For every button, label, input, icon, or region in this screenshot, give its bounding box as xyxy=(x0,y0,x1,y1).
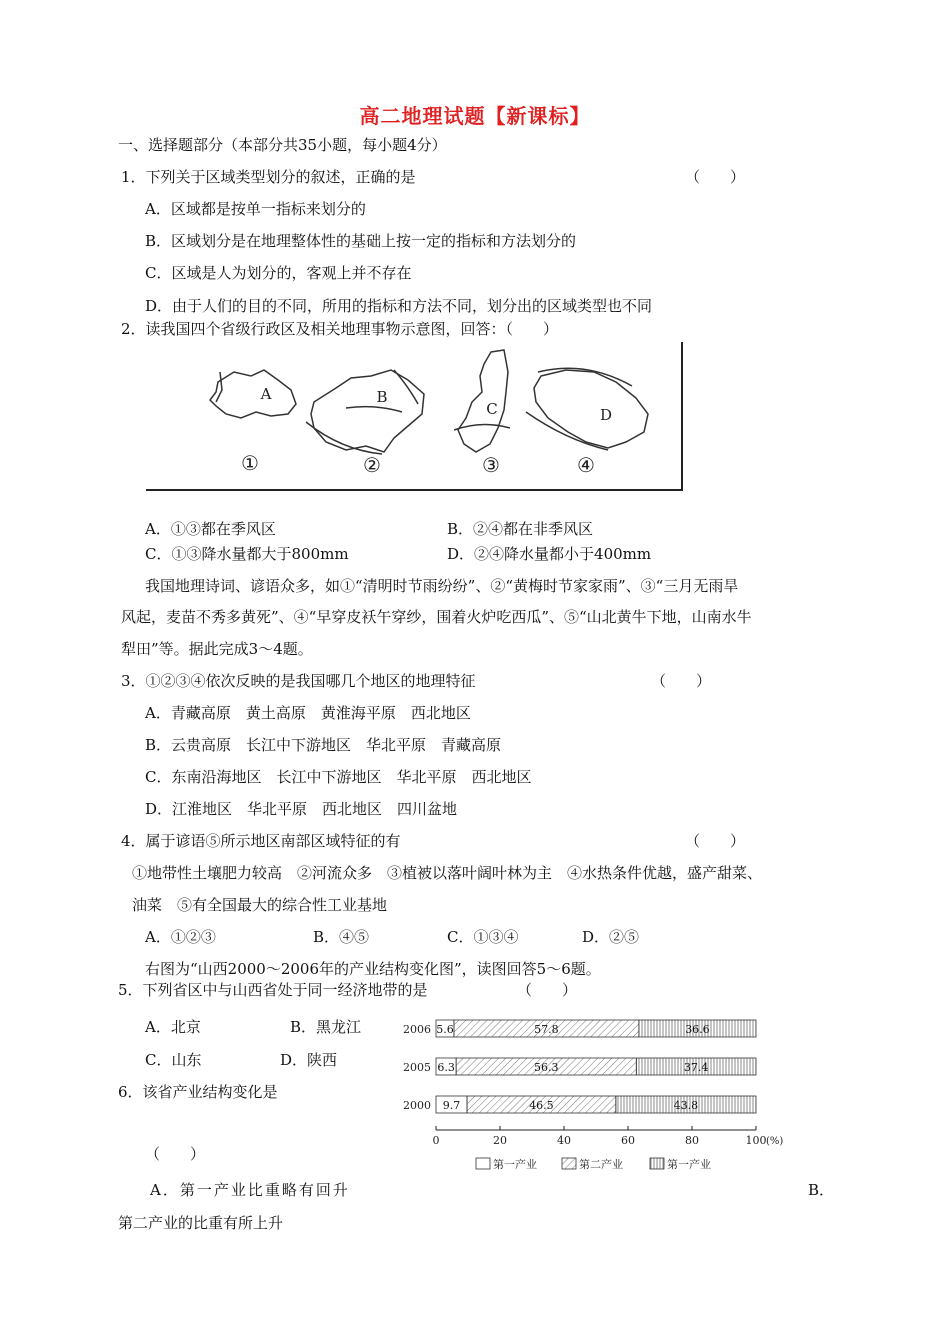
q1-option-a[interactable]: A．区域都是按单一指标来划分的 xyxy=(145,200,366,218)
q1-answer-bracket[interactable]: （ ） xyxy=(685,168,746,186)
q1-option-d[interactable]: D．由于人们的目的不同，所用的指标和方法不同，划分出的区域类型也不同 xyxy=(145,297,653,315)
q2-option-c[interactable]: C．①③降水量都大于800mm xyxy=(145,545,349,563)
q4-answer-bracket[interactable]: （ ） xyxy=(685,832,746,850)
q4-statements-line-2: 油菜 ⑤有全国最大的综合性工业基地 xyxy=(132,896,388,914)
q1-option-b[interactable]: B．区域划分是在地理整体性的基础上按一定的指标和方法划分的 xyxy=(145,232,577,250)
chart-data-label: 36.6 xyxy=(685,1023,710,1036)
province-4-outline xyxy=(526,368,648,450)
chart-legend-swatch-3 xyxy=(650,1158,664,1169)
map-letter-b: B xyxy=(376,388,388,406)
chart-x-tick-label: 80 xyxy=(685,1134,699,1147)
chart-data-label: 56.3 xyxy=(533,1061,559,1074)
q1-option-c[interactable]: C．区域是人为划分的，客观上并不存在 xyxy=(145,264,412,282)
passage-1-line-1: 我国地理诗词、谚语众多，如①“清明时节雨纷纷”、②“黄梅时节家家雨”、③“三月无雨旱 xyxy=(145,577,739,595)
map-letter-d: D xyxy=(599,406,613,424)
map-number-4: ④ xyxy=(577,453,595,477)
q5-stem: 5．下列省区中与山西省处于同一经济地带的是 xyxy=(118,981,428,999)
chart-category-label: 2000 xyxy=(403,1099,431,1112)
section-header: 一、选择题部分（本部分共35小题，每小题4分） xyxy=(118,136,447,154)
chart-legend-label-3: 第一产业 xyxy=(667,1158,711,1171)
chart-data-label: 43.8 xyxy=(673,1099,699,1112)
q2-option-a[interactable]: A．①③都在季风区 xyxy=(145,520,276,538)
q2-stem: 2．读我国四个省级行政区及相关地理事物示意图，回答：（ ） xyxy=(121,320,559,338)
chart-x-tick-label: 60 xyxy=(621,1134,635,1147)
passage-2: 右图为“山西2000～2006年的产业结构变化图”，读图回答5～6题。 xyxy=(145,960,601,978)
chart-legend-swatch-1 xyxy=(476,1158,490,1169)
chart-legend-label-2: 第二产业 xyxy=(579,1158,623,1171)
q2-option-b[interactable]: B．②④都在非季风区 xyxy=(447,520,594,538)
q3-option-a[interactable]: A．青藏高原 黄土高原 黄淮海平原 西北地区 xyxy=(145,704,471,722)
chart-x-tick-label: 0 xyxy=(432,1134,440,1147)
q5-answer-bracket[interactable]: （ ） xyxy=(517,981,578,999)
chart-data-label: 57.8 xyxy=(534,1023,559,1036)
q6-answer-bracket[interactable]: （ ） xyxy=(145,1145,206,1163)
q5-option-d[interactable]: D．陕西 xyxy=(280,1051,338,1069)
map-number-1: ① xyxy=(241,451,259,475)
q6-stem: 6．该省产业结构变化是 xyxy=(118,1083,278,1101)
q4-statements-line-1: ①地带性土壤肥力较高 ②河流众多 ③植被以落叶阔叶林为主 ④水热条件优越，盛产甜菜、 xyxy=(132,864,763,882)
province-2-outline xyxy=(306,370,424,454)
q3-option-c[interactable]: C．东南沿海地区 长江中下游地区 华北平原 西北地区 xyxy=(145,768,532,786)
map-number-2: ② xyxy=(363,453,381,477)
map-letter-a: A xyxy=(260,385,272,403)
chart-x-unit: (%) xyxy=(766,1136,784,1147)
passage-1-line-3: 犁田”等。据此完成3～4题。 xyxy=(121,640,313,658)
map-letter-c: C xyxy=(486,400,498,418)
chart-data-label: 6.3 xyxy=(437,1061,455,1074)
q4-option-d[interactable]: D．②⑤ xyxy=(582,928,640,946)
chart-data-label: 37.4 xyxy=(683,1061,709,1074)
q1-stem: 1．下列关于区域类型划分的叙述，正确的是 xyxy=(121,168,416,186)
q3-option-b[interactable]: B．云贵高原 长江中下游地区 华北平原 青藏高原 xyxy=(145,736,502,754)
q4-stem: 4．属于谚语⑤所示地区南部区域特征的有 xyxy=(121,832,401,850)
q2-option-d[interactable]: D．②④降水量都小于400mm xyxy=(447,545,652,563)
q5-option-a[interactable]: A．北京 xyxy=(145,1018,201,1036)
chart-x-tick-label: 40 xyxy=(557,1134,571,1147)
map-number-3: ③ xyxy=(482,453,500,477)
q6-option-b-label[interactable]: B． xyxy=(808,1181,835,1199)
chart-data-label: 9.7 xyxy=(442,1099,461,1112)
q4-option-a[interactable]: A．①②③ xyxy=(145,928,216,946)
chart-legend-swatch-2 xyxy=(562,1158,576,1169)
chart-category-label: 2005 xyxy=(403,1061,431,1074)
chart-category-label: 2006 xyxy=(403,1023,431,1036)
q5-option-c[interactable]: C．山东 xyxy=(145,1051,202,1069)
passage-1-line-2: 风起，麦苗不秀多黄死”、④“早穿皮袄午穿纱，围着火炉吃西瓜”、⑤“山北黄牛下地，山南水牛 xyxy=(121,608,752,626)
province-1-outline xyxy=(210,370,296,418)
q4-option-b[interactable]: B．④⑤ xyxy=(313,928,370,946)
q3-answer-bracket[interactable]: （ ） xyxy=(651,672,712,690)
q5-option-b[interactable]: B．黑龙江 xyxy=(290,1018,362,1036)
q4-option-c[interactable]: C．①③④ xyxy=(447,928,519,946)
q6-option-a[interactable]: A．第一产业比重略有回升 xyxy=(150,1181,350,1199)
chart-x-tick-label: 20 xyxy=(493,1134,507,1147)
chart-legend-label-1: 第一产业 xyxy=(493,1158,537,1171)
province-3-outline xyxy=(454,350,510,452)
q3-option-d[interactable]: D．江淮地区 华北平原 西北地区 四川盆地 xyxy=(145,800,458,818)
page-title: 高二地理试题【新课标】 xyxy=(359,104,591,128)
province-map-figure xyxy=(146,342,684,492)
q3-stem: 3．①②③④依次反映的是我国哪几个地区的地理特征 xyxy=(121,672,476,690)
chart-x-tick-label: 100 xyxy=(745,1134,767,1147)
chart-data-label: 5.6 xyxy=(436,1023,454,1036)
industry-structure-chart xyxy=(398,1010,784,1180)
q6-option-b-text[interactable]: 第二产业的比重有所上升 xyxy=(118,1214,284,1232)
chart-data-label: 46.5 xyxy=(529,1099,554,1112)
